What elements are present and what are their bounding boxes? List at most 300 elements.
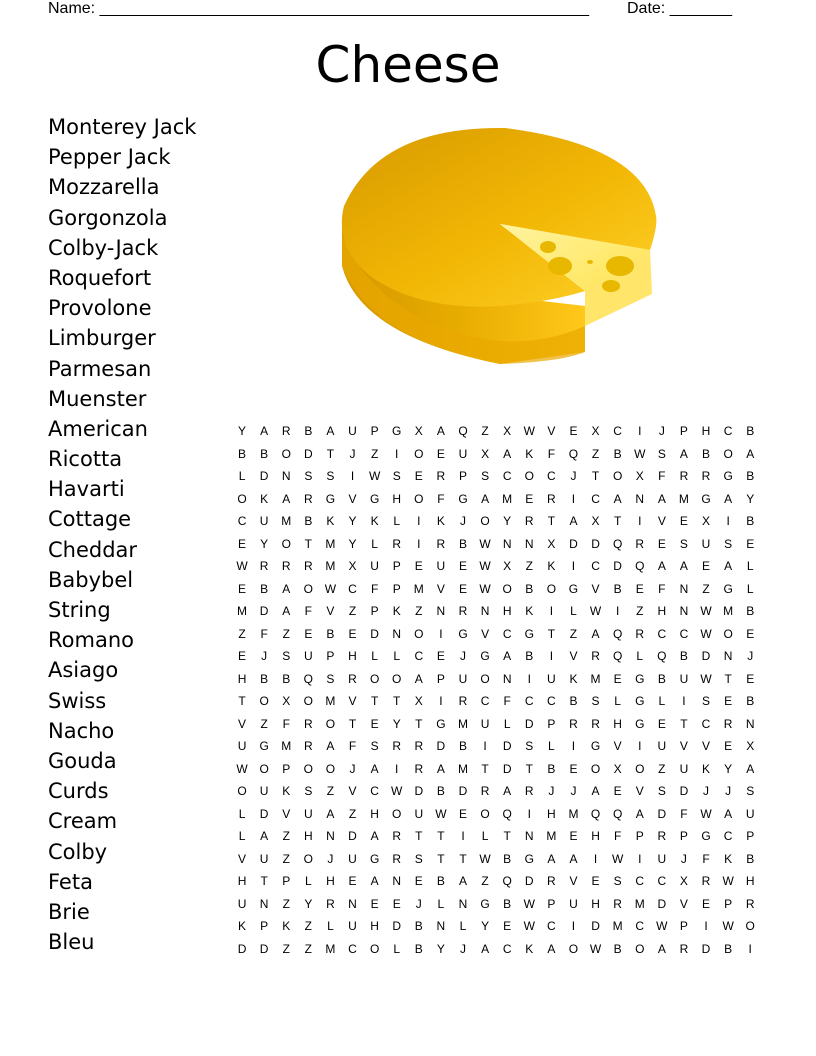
grid-letter: I [395,761,399,776]
grid-letter: N [502,536,512,551]
grid-letter: V [326,604,335,618]
grid-letter: T [680,716,688,731]
grid-letter: U [348,851,357,866]
grid-letter: O [745,919,755,933]
grid-letter: T [415,716,423,731]
grid-letter: A [436,761,445,776]
grid-letter: M [325,694,336,708]
grid-letter: C [723,829,733,843]
grid-letter: M [457,761,468,776]
grid-letter: G [524,626,534,641]
grid-letter: C [480,694,490,708]
grid-letter: E [414,874,423,888]
grid-letter: T [525,761,533,776]
grid-letter: U [436,559,446,573]
grid-letter: B [260,581,269,596]
grid-letter: P [547,896,556,911]
grid-letter: Z [326,784,335,798]
grid-letter: V [657,514,666,528]
grid-letter: V [238,716,247,731]
grid-letter: A [591,626,600,641]
grid-letter: Z [702,581,710,596]
grid-letter: P [370,604,379,618]
grid-letter: A [458,874,467,888]
grid-letter: R [480,784,490,798]
grid-letter: U [701,536,711,551]
grid-letter: H [237,874,247,888]
grid-letter: N [679,604,689,618]
grid-letter: Y [238,424,247,438]
grid-letter: R [547,491,556,506]
grid-letter: Q [612,536,623,551]
grid-letter: S [326,469,335,483]
grid-letter: B [260,671,269,686]
word-item: Gorgonzola [48,205,168,230]
grid-letter: O [303,694,313,708]
grid-letter: V [613,739,622,753]
grid-letter: D [392,919,402,933]
grid-letter: K [260,491,269,506]
grid-letter: U [259,784,269,798]
grid-letter: R [281,424,291,438]
grid-letter: V [569,649,578,663]
grid-letter: E [569,761,578,776]
grid-letter: W [236,761,248,776]
grid-letter: C [723,424,733,438]
grid-letter: W [589,941,602,956]
grid-letter: I [461,829,465,843]
grid-letter: G [369,851,380,866]
word-item: Cream [48,809,118,834]
grid-letter: B [503,896,512,911]
grid-letter: P [746,829,755,843]
grid-letter: F [370,581,379,596]
grid-letter: J [459,649,466,663]
grid-row [231,825,761,848]
grid-letter: P [635,829,644,843]
grid-letter: R [679,941,689,956]
grid-letter: U [480,716,490,731]
grid-letter: B [503,851,512,866]
grid-letter: C [657,874,667,888]
grid-letter: L [304,874,312,888]
grid-letter: D [259,469,269,483]
letter-grid [231,420,761,960]
grid-letter: D [414,784,424,798]
grid-letter: A [724,806,733,821]
grid-letter: C [414,649,424,663]
grid-letter: M [502,491,513,506]
grid-letter: N [436,604,446,618]
grid-letter: D [348,829,357,843]
grid-letter: A [746,446,755,461]
grid-letter: A [746,761,755,776]
grid-letter: Y [348,514,357,528]
grid-letter: J [747,649,754,663]
grid-letter: B [746,424,755,438]
grid-letter: H [591,829,600,843]
grid-letter: I [615,604,620,618]
grid-letter: T [348,716,357,731]
grid-row [231,623,761,646]
grid-letter: W [236,559,248,573]
grid-letter: B [746,694,755,708]
grid-letter: T [547,626,556,641]
grid-letter: Q [568,446,579,461]
grid-letter: Z [415,604,423,618]
word-item: Mozzarella [48,175,160,200]
grid-letter: N [392,626,402,641]
word-item: Curds [48,779,109,804]
grid-letter: F [702,851,710,866]
grid-letter: S [702,694,711,708]
grid-letter: S [392,469,401,483]
grid-row [231,420,761,443]
grid-letter: I [549,649,554,663]
grid-letter: O [281,536,291,551]
grid-letter: T [437,829,445,843]
grid-letter: D [259,604,269,618]
grid-letter: M [281,514,292,528]
grid-letter: B [326,626,335,641]
grid-letter: Z [304,941,312,956]
grid-letter: R [303,716,313,731]
grid-letter: G [436,716,446,731]
grid-letter: L [614,694,621,708]
grid-letter: P [326,649,335,663]
grid-letter: R [414,739,424,753]
grid-letter: V [436,581,445,596]
grid-letter: Z [481,874,489,888]
grid-letter: L [327,919,334,933]
grid-letter: R [414,761,424,776]
grid-letter: T [437,851,445,866]
grid-letter: D [502,739,512,753]
grid-letter: P [679,424,688,438]
grid-letter: Y [724,761,733,776]
grid-letter: G [369,491,380,506]
grid-letter: R [591,716,600,731]
grid-letter: L [371,649,378,663]
grid-letter: E [238,581,247,596]
grid-letter: B [613,446,622,461]
grid-letter: B [525,649,534,663]
grid-letter: G [480,896,490,911]
grid-letter: U [547,671,556,686]
grid-letter: X [414,694,423,708]
grid-letter: F [304,604,312,618]
grid-letter: S [414,851,423,866]
grid-letter: W [479,536,491,551]
grid-letter: D [701,941,711,956]
grid-letter: L [481,829,489,843]
grid-letter: A [282,581,291,596]
grid-letter: A [547,851,556,866]
grid-letter: W [523,896,535,911]
grid-letter: O [303,761,313,776]
grid-letter: A [481,941,490,956]
grid-letter: U [458,446,468,461]
grid-letter: P [679,919,688,933]
grid-letter: C [547,469,556,483]
grid-letter: O [590,761,601,776]
grid-letter: T [393,694,401,708]
grid-letter: I [350,469,355,483]
grid-letter: R [701,874,711,888]
grid-letter: H [237,671,247,686]
grid-letter: X [702,514,711,528]
grid-letter: B [436,874,445,888]
grid-letter: N [524,536,534,551]
grid-letter: J [703,784,710,798]
grid-letter: F [680,806,688,821]
grid-letter: W [435,806,447,821]
grid-letter: A [635,806,644,821]
grid-letter: A [370,761,379,776]
grid-letter: V [679,739,688,753]
grid-letter: E [370,896,379,911]
grid-letter: B [746,851,755,866]
grid-letter: H [657,604,667,618]
grid-letter: H [613,716,622,731]
grid-letter: H [745,874,755,888]
word-item: Pepper Jack [48,145,171,170]
grid-letter: M [413,581,424,596]
grid-letter: D [569,536,578,551]
grid-letter: E [702,896,711,911]
grid-letter: O [480,671,490,686]
grid-letter: T [326,446,335,461]
grid-letter: H [701,424,711,438]
grid-letter: O [281,446,291,461]
grid-letter: U [414,806,424,821]
grid-letter: Q [657,649,667,663]
grid-letter: L [503,716,511,731]
grid-letter: A [260,424,269,438]
grid-letter: G [723,469,733,483]
grid-row [231,510,761,533]
grid-letter: E [436,649,445,663]
grid-letter: C [524,694,534,708]
grid-letter: G [458,491,468,506]
grid-letter: O [303,851,313,866]
grid-letter: P [724,896,733,911]
grid-letter: A [326,806,335,821]
grid-letter: A [481,491,490,506]
grid-letter: R [745,896,755,911]
grid-letter: U [370,559,379,573]
grid-letter: E [414,469,423,483]
grid-letter: I [417,514,421,528]
grid-letter: I [417,536,421,551]
grid-letter: V [238,851,247,866]
grid-letter: X [746,739,755,753]
grid-letter: F [547,446,556,461]
grid-letter: S [525,739,534,753]
grid-letter: E [458,581,467,596]
grid-row [231,443,761,466]
grid-letter: X [591,514,600,528]
grid-letter: W [722,874,734,888]
word-item: Limburger [48,326,156,351]
grid-letter: N [679,581,689,596]
grid-letter: B [238,446,247,461]
grid-letter: Y [304,896,313,911]
grid-letter: T [503,829,511,843]
grid-letter: D [701,649,711,663]
grid-letter: L [238,806,246,821]
grid-letter: S [746,784,755,798]
grid-letter: C [635,919,645,933]
grid-letter: P [392,581,401,596]
grid-letter: B [547,761,556,776]
grid-letter: K [436,514,445,528]
grid-letter: X [591,424,600,438]
grid-letter: J [327,851,334,866]
grid-letter: O [635,761,645,776]
grid-letter: E [657,716,666,731]
grid-letter: A [591,784,600,798]
grid-letter: V [635,784,644,798]
grid-letter: B [702,446,711,461]
grid-letter: N [392,874,402,888]
word-item: Monterey Jack [48,115,197,139]
grid-letter: O [568,941,579,956]
grid-row [231,668,761,691]
grid-letter: H [502,604,512,618]
grid-letter: O [612,469,623,483]
grid-letter: H [392,491,402,506]
grid-letter: W [656,919,668,933]
grid-letter: R [392,739,402,753]
grid-letter: Z [348,604,357,618]
grid-letter: G [701,829,711,843]
grid-letter: D [657,896,667,911]
word-item: Gouda [48,748,117,773]
grid-letter: A [569,851,578,866]
word-item: Ricotta [48,447,123,472]
grid-letter: A [260,829,269,843]
grid-letter: O [259,761,269,776]
grid-letter: N [502,671,512,686]
grid-letter: R [436,469,446,483]
grid-letter: A [414,671,423,686]
grid-letter: Z [260,716,268,731]
grid-letter: M [237,604,248,618]
grid-letter: I [439,626,443,641]
grid-letter: V [481,626,490,641]
grid-letter: L [393,514,401,528]
grid-letter: E [569,829,578,843]
grid-letter: Z [591,446,600,461]
grid-letter: K [547,559,556,573]
grid-letter: O [480,514,490,528]
grid-letter: C [502,469,512,483]
grid-letter: E [238,649,247,663]
grid-letter: O [237,784,247,798]
grid-letter: J [459,941,466,956]
grid-letter: C [547,694,556,708]
grid-letter: M [634,896,645,911]
grid-letter: S [724,536,733,551]
grid-row [231,555,761,578]
grid-letter: P [282,874,291,888]
grid-letter: P [282,761,291,776]
grid-letter: F [613,829,622,843]
grid-letter: L [459,919,467,933]
grid-letter: C [370,784,379,798]
grid-letter: Z [282,896,290,911]
grid-letter: O [546,581,557,596]
grid-letter: U [679,761,689,776]
grid-row [231,645,761,668]
grid-letter: I [527,671,531,686]
grid-letter: X [635,469,644,483]
grid-letter: O [480,806,490,821]
grid-letter: Z [282,626,290,641]
grid-letter: J [459,514,466,528]
grid-letter: N [348,896,357,911]
grid-letter: K [282,784,291,798]
grid-letter: R [281,559,291,573]
grid-row [231,848,761,871]
grid-letter: J [349,761,356,776]
grid-letter: G [458,626,468,641]
word-item: Asiago [48,658,119,683]
grid-letter: T [370,694,379,708]
grid-letter: R [303,491,313,506]
grid-letter: B [525,581,534,596]
grid-letter: Z [658,761,666,776]
grid-letter: O [414,446,424,461]
grid-letter: X [547,536,556,551]
word-list [48,112,196,957]
grid-letter: M [612,919,623,933]
grid-letter: Q [612,806,623,821]
grid-letter: Z [481,424,489,438]
grid-letter: K [392,604,401,618]
grid-letter: L [238,469,246,483]
word-item: Feta [48,869,93,894]
grid-row [231,713,761,736]
grid-letter: H [348,649,357,663]
grid-letter: N [326,829,335,843]
grid-letter: E [613,784,622,798]
grid-letter: L [658,694,666,708]
grid-letter: L [437,896,445,911]
grid-letter: I [571,559,576,573]
grid-letter: T [260,874,268,888]
grid-letter: I [571,739,576,753]
grid-letter: Q [303,671,313,686]
grid-letter: J [349,446,356,461]
grid-letter: D [591,536,600,551]
grid-letter: U [348,424,357,438]
grid-letter: Q [612,649,623,663]
grid-letter: A [503,446,512,461]
grid-letter: R [635,626,645,641]
grid-letter: P [547,716,556,731]
grid-letter: U [303,649,313,663]
grid-letter: R [392,851,402,866]
grid-letter: A [547,941,556,956]
grid-letter: R [547,874,556,888]
grid-letter: C [591,559,600,573]
grid-letter: B [746,604,755,618]
grid-letter: S [304,784,313,798]
grid-letter: Z [525,559,533,573]
grid-letter: E [414,559,423,573]
